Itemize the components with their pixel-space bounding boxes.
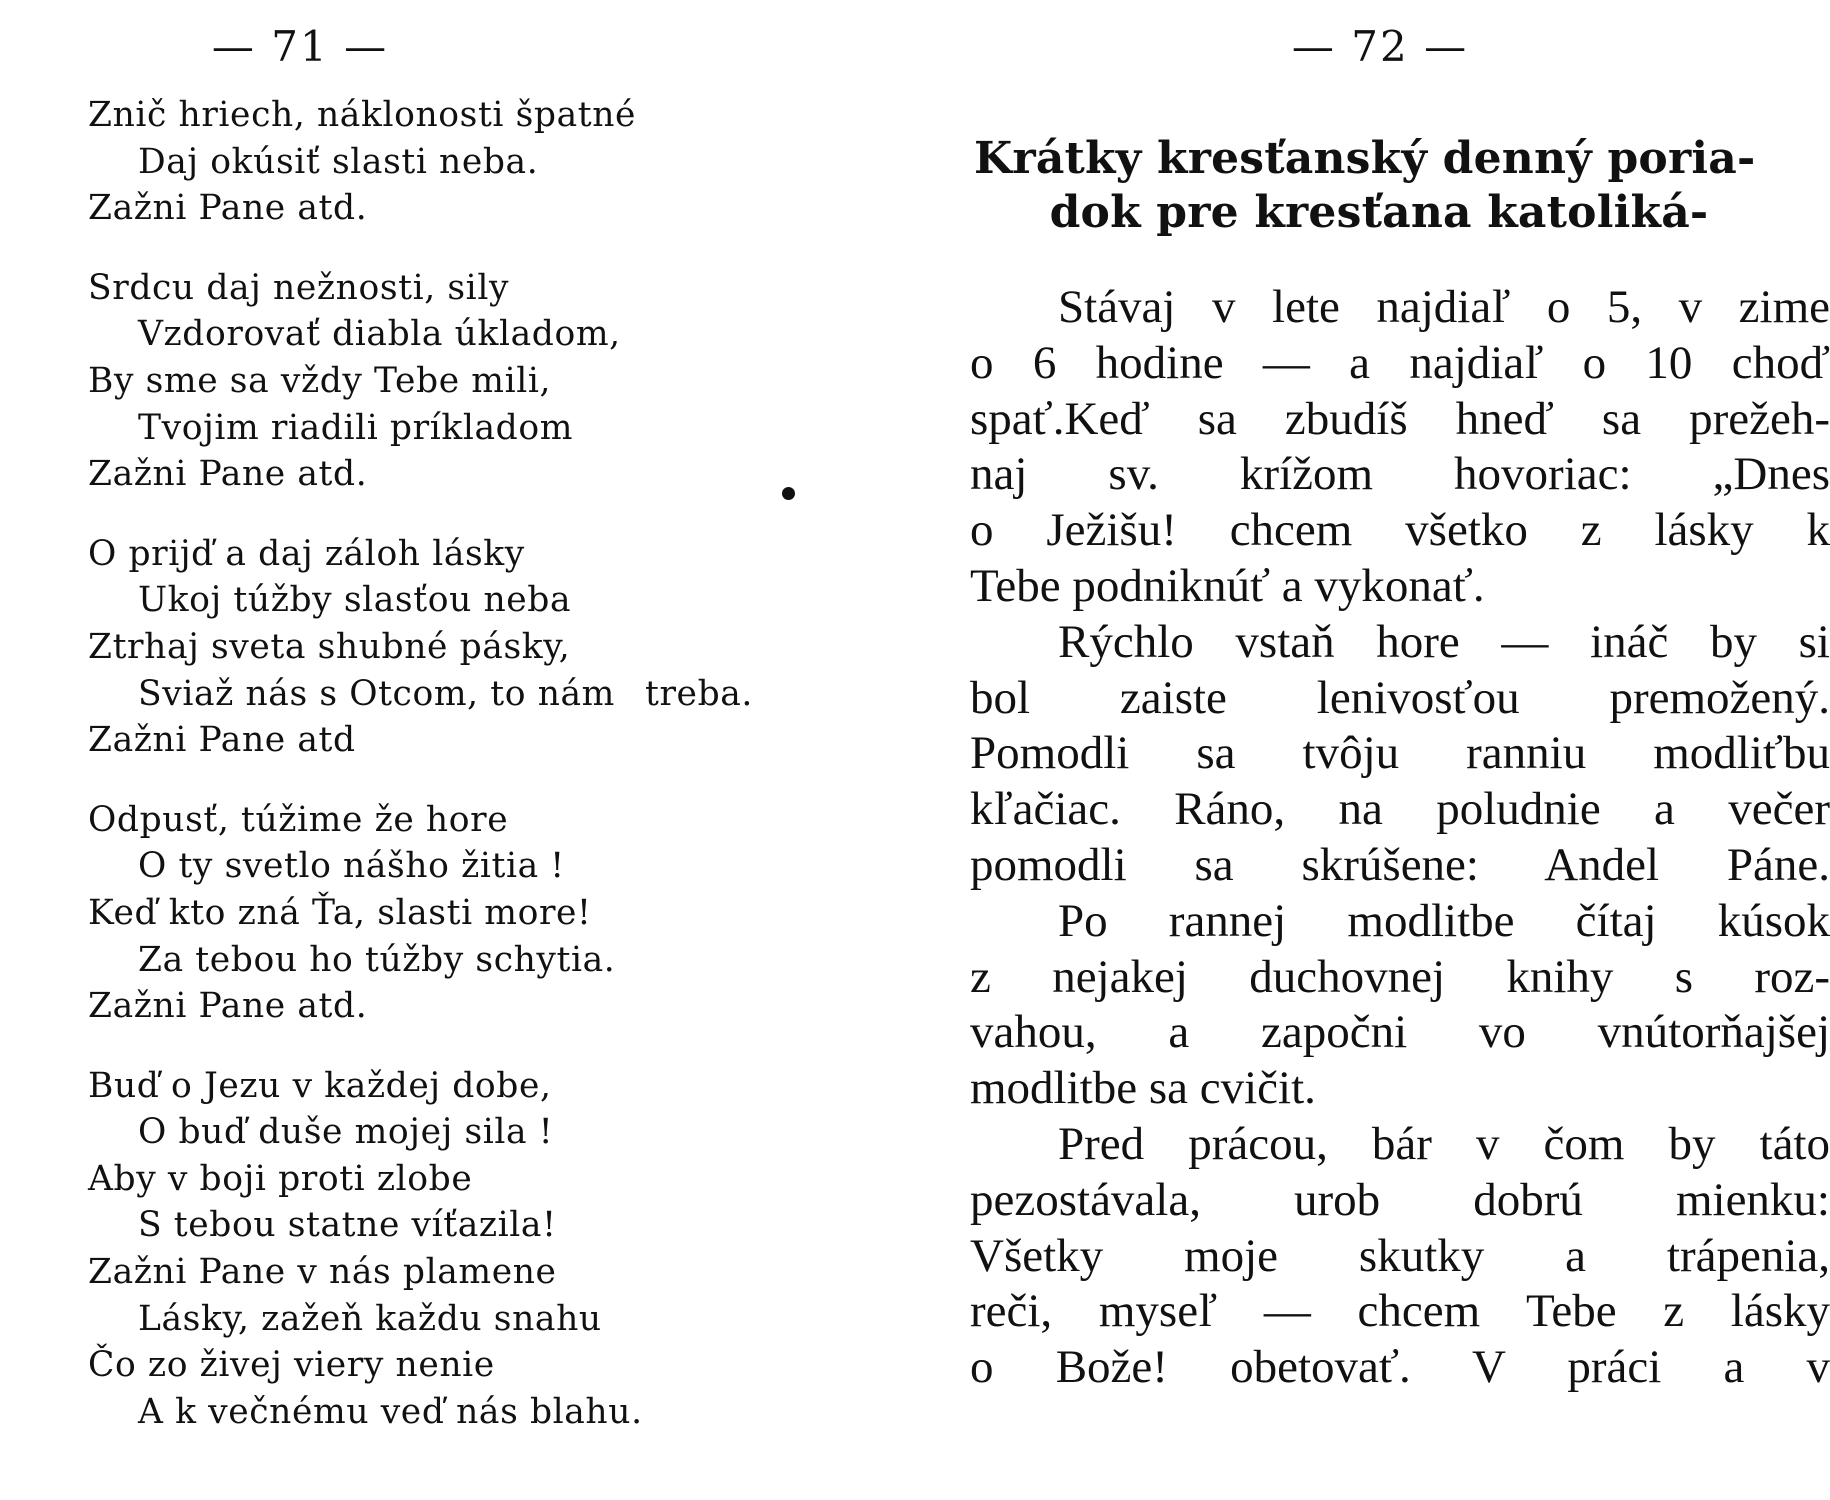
text-line: vahou, a započni vo vnútorňajšej <box>970 1006 1830 1059</box>
text-line: kľačiac. Ráno, na poludnie a večer <box>970 783 1830 836</box>
verse-line: Buď o Jezu v každej dobe, <box>88 1065 552 1106</box>
text-line: Pomodli sa tvôju ranniu modliťbu <box>970 727 1830 780</box>
right-page <box>940 0 1830 1500</box>
verse-line: Lásky, zažeň každu snahu <box>138 1298 602 1339</box>
refrain-line: Zažni Pane atd. <box>88 188 368 229</box>
verse-line <box>88 671 888 718</box>
ink-dot <box>782 487 795 500</box>
text-line: bol zaiste lenivosťou premožený. <box>970 671 1830 724</box>
text-line: modlitbe sa cvičit. <box>970 1062 1316 1115</box>
text-line: o Ježišu! chcem všetko z lásky k <box>970 504 1830 557</box>
text-line: o Bože! obetovať. V práci a v <box>970 1341 1830 1394</box>
stanza-2 <box>88 265 888 498</box>
stanza-4 <box>88 797 888 1030</box>
text-line: reči, myseľ — chcem Tebe z lásky <box>970 1285 1830 1338</box>
stanza-5 <box>88 1063 888 1436</box>
verse-line: Srdcu daj nežnosti, sily <box>88 267 510 308</box>
verse-line: O ty svetlo nášho žitia ! <box>138 846 565 887</box>
body-text <box>970 280 1830 1396</box>
heading-line: Krátky kresťanský denný poria- <box>974 133 1756 184</box>
verse-line: Zažni Pane v nás plamene <box>88 1252 557 1293</box>
text-line: Po rannej modlitbe čítaj kúsok <box>1058 894 1830 947</box>
verse-line: Odpusť, túžime že hore <box>88 799 509 840</box>
verse-line: Tvojim riadili príkladom <box>138 407 574 448</box>
verse-line: Za tebou ho túžby schytia. <box>138 939 616 980</box>
stanza-1 <box>88 92 888 232</box>
heading-line: dok pre kresťana katoliká- <box>1049 187 1709 238</box>
text-line: Tebe podniknúť a vykonať. <box>970 559 1485 612</box>
refrain-line: Zažni Pane atd. <box>88 454 368 495</box>
verse-line: Ukoj túžby slasťou neba <box>138 580 572 621</box>
text-line: spať.Keď sa zbudíš hneď sa prežeh- <box>970 392 1830 445</box>
text-line: Stávaj v lete najdiaľ o 5, v zime <box>1058 281 1830 333</box>
stanza-3 <box>88 531 888 764</box>
verse-line: Ztrhaj sveta shubné pásky, <box>88 626 571 667</box>
section-heading <box>974 132 1824 240</box>
verse-line: Vzdorovať diabla úkladom, <box>138 314 621 355</box>
page-number-left: — 71 — <box>211 22 389 71</box>
verse-line: Znič hriech, náklonosti špatné <box>88 95 637 135</box>
left-page <box>0 0 900 1500</box>
poem <box>88 92 888 1435</box>
text-line: Rýchlo vstaň hore — ináč by si <box>1058 615 1830 668</box>
text-line: z nejakej duchovnej knihy s roz- <box>970 950 1830 1003</box>
text-line: pezostávala, urob dobrú mienku: <box>970 1173 1830 1226</box>
verse-line: A k večnému veď nás blahu. <box>138 1391 643 1432</box>
verse-line: Čo zo živej viery nenie <box>88 1345 495 1386</box>
refrain-line: Zažni Pane atd <box>88 720 356 761</box>
verse-line: Keď kto zná Ťa, slasti more! <box>88 892 592 933</box>
page-number-right: — 72 — <box>1291 22 1469 71</box>
verse-line: Daj okúsiť slasti neba. <box>138 141 539 182</box>
text-line: o 6 hodine — a najdiaľ o 10 choď <box>970 336 1830 389</box>
text-line: naj sv. krížom hovoriac: „Dnes <box>970 448 1830 501</box>
verse-line: O buď duše mojej sila ! <box>138 1112 554 1153</box>
text-line: Pred prácou, bár v čom by táto <box>1058 1117 1830 1170</box>
text-line: pomodli sa skrúšene: Andel Páne. <box>970 838 1830 891</box>
verse-line: O prijď a daj záloh lásky <box>88 533 525 574</box>
text-line: Všetky moje skutky a trápenia, <box>970 1229 1830 1282</box>
refrain-line: Zažni Pane atd. <box>88 986 368 1027</box>
verse-line: S tebou statne víťazila! <box>138 1205 557 1246</box>
verse-line-overflow: treba. <box>645 673 753 714</box>
verse-line: Aby v boji proti zlobe <box>88 1158 473 1199</box>
verse-line: By sme sa vždy Tebe mili, <box>88 360 552 401</box>
verse-line-main: Sviaž nás s Otcom, to nám <box>138 673 615 714</box>
